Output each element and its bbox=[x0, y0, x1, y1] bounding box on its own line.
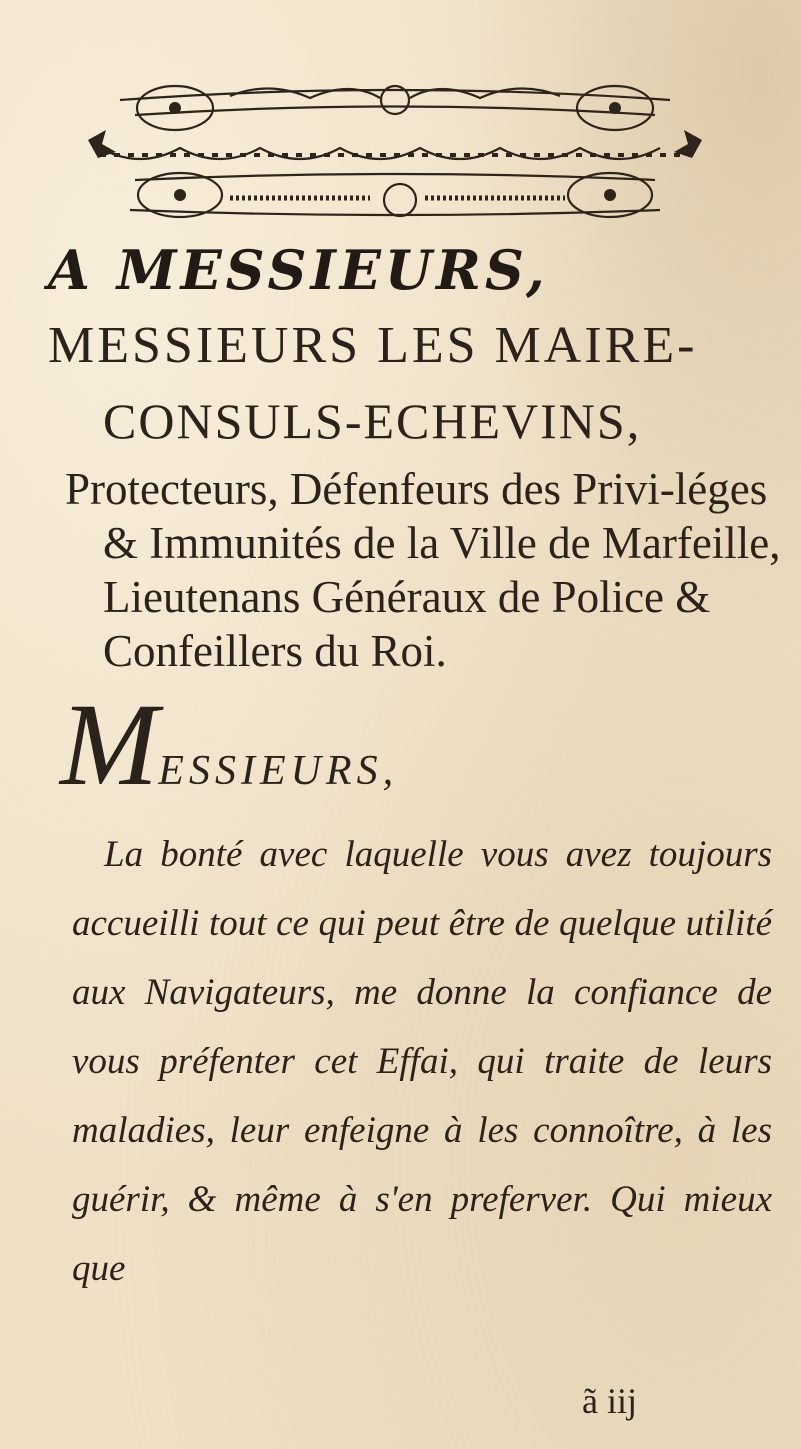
salutation-rest: ESSIEURS, bbox=[158, 748, 399, 794]
salutation bbox=[60, 679, 660, 810]
drop-initial: M bbox=[60, 679, 159, 810]
dedication-heading-line-3: CONSULS-ECHEVINS, bbox=[103, 393, 642, 449]
dedication-heading-line-1: A MESSIEURS, bbox=[48, 238, 549, 302]
headpiece-ornament-icon bbox=[80, 60, 710, 240]
body-paragraph: La bonté avec laquelle vous avez toujours accueilli tout ce qui peut être de quelque utilité aux Navigateurs, me donne la confiance de vous préfenter cet Effai, qui traite de leurs maladies, leur enfeigne à les connoître, à les guérir, & même à s'en preferver. Qui mieux que bbox=[72, 834, 772, 1289]
dedication-heading-line-2: MESSIEURS LES MAIRE- bbox=[48, 317, 698, 374]
dedication-titles: Protecteurs, Défenfeurs des Privi-léges & Immunités de la Ville de Marfeille, Lieutenans Généraux de Police & Confeillers du Roi. bbox=[65, 464, 781, 676]
signature-mark: ã iij bbox=[582, 1381, 637, 1421]
